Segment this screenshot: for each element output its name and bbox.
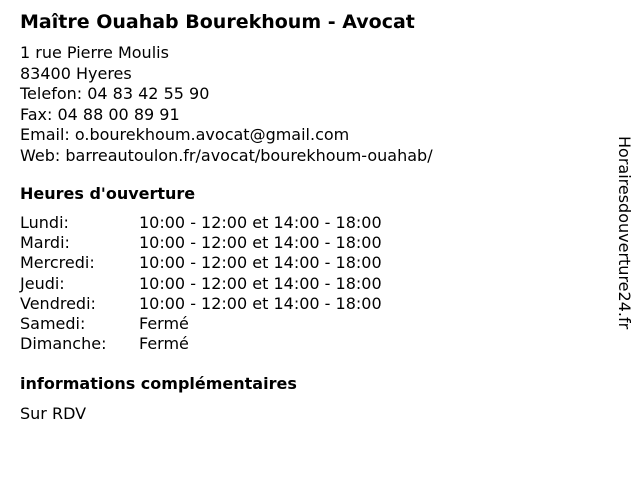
hours-day-label: Mardi: <box>20 233 70 253</box>
hours-day-label: Vendredi: <box>20 293 96 313</box>
phone-number: Telefon: 04 83 42 55 90 <box>20 84 210 103</box>
email-address: Email: o.bourekhoum.avocat@gmail.com <box>20 125 350 144</box>
opening-hours-heading: Heures d'ouverture <box>20 184 196 203</box>
hours-time-value: 10:00 - 12:00 et 14:00 - 18:00 <box>139 253 382 273</box>
hours-day-label: Jeudi: <box>20 273 65 293</box>
hours-time-value: Fermé <box>139 314 189 334</box>
hours-row-tuesday <box>20 233 382 253</box>
business-title: Maître Ouahab Bourekhoum - Avocat <box>20 11 415 33</box>
address-line-2: 83400 Hyeres <box>20 63 132 83</box>
additional-info-heading: informations complémentaires <box>20 374 297 393</box>
address-line-1: 1 rue Pierre Moulis <box>20 43 169 62</box>
hours-row-sunday <box>20 334 382 354</box>
hours-row-thursday <box>20 274 382 294</box>
hours-time-value: 10:00 - 12:00 et 14:00 - 18:00 <box>139 293 382 313</box>
website-address: Web: barreautoulon.fr/avocat/bourekhoum-ouahab/ <box>20 145 433 165</box>
hours-time-value: 10:00 - 12:00 et 14:00 - 18:00 <box>139 233 382 253</box>
hours-time-value: 10:00 - 12:00 et 14:00 - 18:00 <box>139 213 382 232</box>
hours-day-label: Lundi: <box>20 213 69 232</box>
hours-day-label: Dimanche: <box>20 334 107 354</box>
hours-day-label: Mercredi: <box>20 253 95 273</box>
hours-row-wednesday <box>20 253 382 273</box>
hours-row-saturday <box>20 314 382 334</box>
hours-time-value: Fermé <box>139 334 189 354</box>
additional-info-text: Sur RDV <box>20 404 87 423</box>
site-watermark: Horairesdouverture24.fr <box>615 136 634 330</box>
fax-number: Fax: 04 88 00 89 91 <box>20 104 180 124</box>
contact-block <box>20 43 433 166</box>
hours-day-label: Samedi: <box>20 314 86 334</box>
hours-time-value: 10:00 - 12:00 et 14:00 - 18:00 <box>139 273 382 293</box>
hours-row-friday <box>20 294 382 314</box>
opening-hours-table <box>20 213 382 354</box>
hours-row-monday <box>20 213 382 233</box>
